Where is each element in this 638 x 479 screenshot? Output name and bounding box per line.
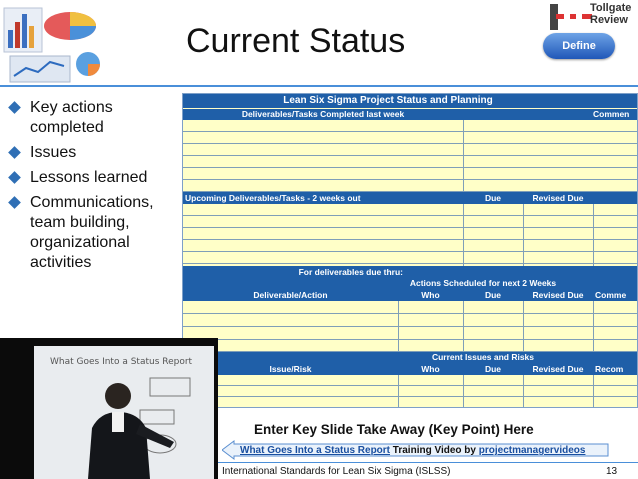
col-header: Commen — [593, 109, 630, 119]
header-divider — [0, 85, 638, 87]
bullet-item — [10, 98, 180, 138]
training-video-thumbnail[interactable] — [0, 338, 218, 479]
bullet-item — [10, 168, 180, 188]
col-header: Upcoming Deliverables/Tasks - 2 weeks out — [185, 193, 361, 203]
whiteboard-text: What Goes Into a Status Report — [50, 357, 193, 367]
col-header: Revised Due — [532, 364, 584, 374]
chart-art-icon — [0, 0, 104, 84]
column-divider — [463, 204, 464, 266]
table-title: Lean Six Sigma Project Status and Planning — [283, 95, 493, 106]
bullet-text: Key actions completed — [30, 99, 113, 136]
table-row — [183, 386, 638, 397]
bullet-text: Issues — [30, 144, 77, 161]
column-divider — [523, 301, 524, 352]
table-row — [183, 228, 638, 240]
column-divider — [463, 120, 464, 192]
tollgate-logo-text — [590, 2, 638, 26]
status-planning-table — [182, 93, 638, 408]
video-author-link[interactable]: projectmanagervideos — [478, 445, 586, 456]
completed-header-band — [183, 109, 638, 120]
issues-header-band — [183, 363, 638, 375]
column-divider — [463, 375, 464, 408]
col-header: Due — [484, 290, 502, 300]
table-row — [183, 340, 638, 352]
diamond-bullet-icon — [8, 196, 21, 209]
col-header: Due — [484, 193, 502, 203]
col-header: Recom — [595, 364, 624, 374]
table-row — [183, 156, 638, 168]
video-credit-middle: Training Video by — [390, 445, 479, 456]
table-row — [183, 204, 638, 216]
footer-text: International Standards for Lean Six Sigma (ISLSS) — [222, 466, 451, 477]
col-header: Who — [421, 290, 440, 300]
table-row — [183, 120, 638, 132]
col-header: Deliverable/Action — [253, 290, 328, 300]
issues-title: Current Issues and Risks — [431, 352, 535, 362]
diamond-bullet-icon — [8, 171, 21, 184]
diamond-bullet-icon — [8, 101, 21, 114]
actions-title-band — [183, 278, 638, 289]
diamond-bullet-icon — [8, 146, 21, 159]
table-row — [183, 132, 638, 144]
table-row — [183, 314, 638, 327]
col-header: Revised Due — [532, 193, 584, 203]
bullet-text: Communications, team building, organizational activities — [30, 194, 154, 271]
table-row — [183, 180, 638, 192]
table-row — [183, 327, 638, 340]
actions-header-band — [183, 289, 638, 301]
video-credit-line — [240, 445, 620, 456]
due-thru-band — [183, 266, 638, 278]
col-header: Due — [484, 364, 502, 374]
table-row — [183, 168, 638, 180]
column-divider — [593, 204, 594, 266]
col-header: Revised Due — [532, 290, 584, 300]
bullet-text: Lessons learned — [30, 169, 148, 186]
table-row — [183, 375, 638, 386]
col-header: Who — [421, 364, 440, 374]
due-thru-label: For deliverables due thru: — [298, 267, 403, 277]
upcoming-header-band — [183, 192, 638, 204]
col-header: Comme — [595, 290, 627, 300]
column-divider — [463, 301, 464, 352]
col-header: Deliverables/Tasks Completed last week — [241, 109, 405, 119]
table-title-band — [183, 94, 638, 108]
column-divider — [523, 204, 524, 266]
col-header: Issue/Risk — [269, 364, 312, 374]
table-row — [183, 301, 638, 314]
page-number: 13 — [606, 466, 618, 477]
column-divider — [593, 301, 594, 352]
table-row — [183, 216, 638, 228]
table-row — [183, 240, 638, 252]
logo-line-2: Review — [590, 14, 628, 26]
key-takeaway: Enter Key Slide Take Away (Key Point) Here — [254, 422, 534, 437]
column-divider — [523, 375, 524, 408]
actions-title: Actions Scheduled for next 2 Weeks — [409, 278, 557, 288]
footer-divider — [218, 462, 638, 463]
table-row — [183, 397, 638, 408]
bullet-list — [10, 98, 180, 278]
bullet-item — [10, 193, 180, 273]
logo-line-1: Tollgate — [590, 2, 632, 14]
table-row — [183, 144, 638, 156]
page-title: Current Status — [186, 22, 406, 60]
bullet-item — [10, 143, 180, 163]
column-divider — [593, 375, 594, 408]
column-divider — [398, 375, 399, 408]
video-title-link[interactable]: What Goes Into a Status Report — [240, 445, 391, 456]
column-divider — [398, 301, 399, 352]
table-row — [183, 252, 638, 264]
issues-title-band — [183, 352, 638, 363]
phase-badge: Define — [543, 33, 615, 59]
